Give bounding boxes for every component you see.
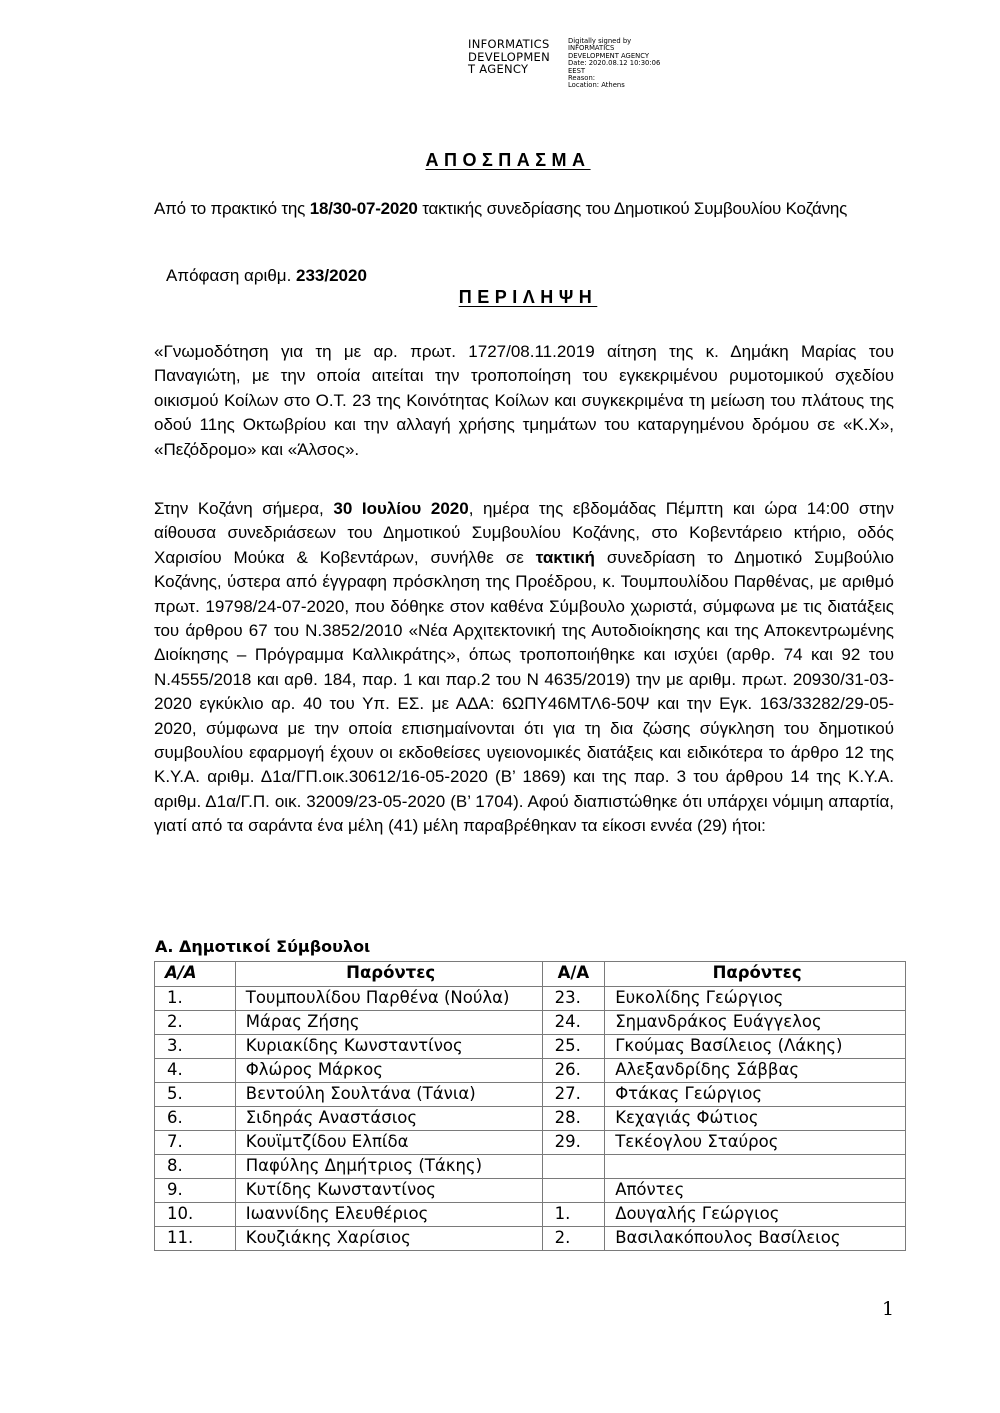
member-name: Κυτίδης Κωνσταντίνος [235, 1179, 542, 1203]
member-name: Κουζιάκης Χαρίσιος [235, 1227, 542, 1251]
body-part-1: Στην Κοζάνη σήμερα, [154, 499, 334, 518]
member-number: 11. [155, 1227, 236, 1251]
member-number: 25. [542, 1035, 605, 1059]
member-name: Κουϊμτζίδου Ελπίδα [235, 1131, 542, 1155]
table-header-row [155, 962, 906, 987]
table-row [155, 1035, 906, 1059]
intro-prefix: Από το πρακτικό της [154, 199, 310, 218]
absent-members-heading: Απόντες [605, 1179, 906, 1203]
table-row [155, 1083, 906, 1107]
member-number: 2. [155, 1011, 236, 1035]
member-number: 10. [155, 1203, 236, 1227]
decision-number: 233/2020 [296, 266, 367, 285]
member-number: 7. [155, 1131, 236, 1155]
column-header-number: Α/Α [155, 962, 236, 987]
signature-organization [468, 38, 566, 76]
member-number: 6. [155, 1107, 236, 1131]
signature-detail-line: Digitally signed by [568, 37, 632, 45]
table-row [155, 1155, 906, 1179]
member-name: Γκούμας Βασίλειος (Λάκης) [605, 1035, 906, 1059]
table-row [155, 1131, 906, 1155]
member-name: Τουμπουλίδου Παρθένα (Νούλα) [235, 987, 542, 1011]
signature-org-line: DEVELOPMEN [468, 49, 551, 64]
member-name: Δουγαλής Γεώργιος [605, 1203, 906, 1227]
member-name: Κυριακίδης Κωνσταντίνος [235, 1035, 542, 1059]
member-number: 23. [542, 987, 605, 1011]
page-number: 1 [882, 1298, 895, 1320]
intro-paragraph [154, 197, 894, 221]
member-number: 27. [542, 1083, 605, 1107]
session-type: τακτική [535, 547, 595, 567]
member-number: 26. [542, 1059, 605, 1083]
intro-suffix: τακτικής συνεδρίασης του Δημοτικού Συμβουλίου Κοζάνης [417, 199, 848, 218]
member-number: 2. [542, 1227, 605, 1251]
member-number: 28. [542, 1107, 605, 1131]
table-row [155, 987, 906, 1011]
member-name: Κεχαγιάς Φώτιος [605, 1107, 906, 1131]
member-number: 9. [155, 1179, 236, 1203]
signature-org-line: INFORMATICS [468, 37, 550, 51]
column-header-number: Α/Α [542, 962, 605, 987]
member-name: Αλεξανδρίδης Σάββας [605, 1059, 906, 1083]
member-name: Ιωαννίδης Ελευθέριος [235, 1203, 542, 1227]
signature-detail-line: INFORMATICS [568, 44, 615, 53]
member-name: Τεκέογλου Σταύρος [605, 1131, 906, 1155]
member-name: Βασιλακόπουλος Βασίλειος [605, 1227, 906, 1251]
decision-label: Απόφαση αριθμ. [166, 266, 297, 285]
member-name: Μάρας Ζήσης [235, 1011, 542, 1035]
member-name: Σημανδράκος Ευάγγελος [605, 1011, 906, 1035]
member-number [542, 1179, 605, 1203]
member-number: 29. [542, 1131, 605, 1155]
signature-detail-line: DEVELOPMENT AGENCY [568, 51, 649, 60]
table-row [155, 1179, 906, 1203]
member-number [542, 1155, 605, 1179]
signature-detail-line: Reason: [568, 74, 596, 83]
attendance-table [154, 961, 906, 1251]
member-name: Φτάκας Γεώργιος [605, 1083, 906, 1107]
section-title-council-members: Α. Δημοτικοί Σύμβουλοι [155, 937, 371, 956]
summary-title: ΠΕΡΙΛΗΨΗ [458, 287, 598, 307]
session-reference: 18/30-07-2020 [309, 199, 418, 218]
member-name: Σιδηράς Αναστάσιος [235, 1107, 542, 1131]
body-part-2: , ημέρα της εβδομάδας Πέμπτη και ώρα 14:00 στην αίθουσα συνεδριάσεων του Δημοτικού Συμβουλίου Κοζάνης, στο Κοβεντάρειο κτήριο, οδός Χαρισίου Μούκα & Κοβεντάρων, συνήλθε σε [154, 499, 894, 567]
member-number: 1. [542, 1203, 605, 1227]
signature-detail-line: Date: 2020.08.12 10:30:06 [568, 59, 661, 68]
member-name: Παφύλης Δημήτριος (Τάκης) [235, 1155, 542, 1179]
member-name: Βεντούλη Σουλτάνα (Τάνια) [235, 1083, 542, 1107]
table-row [155, 1059, 906, 1083]
member-name: Φλώρος Μάρκος [235, 1059, 542, 1083]
signature-details [568, 38, 660, 90]
table-row [155, 1227, 906, 1251]
column-header-present: Παρόντες [605, 962, 906, 987]
member-number: 5. [155, 1083, 236, 1107]
table-row [155, 1011, 906, 1035]
member-name [605, 1155, 906, 1179]
session-body-paragraph [154, 497, 894, 839]
column-header-present: Παρόντες [235, 962, 542, 987]
signature-detail-line: Location: Athens [568, 81, 625, 90]
digital-signature-block [468, 38, 660, 90]
summary-paragraph: «Γνωμοδότηση για τη με αρ. πρωτ. 1727/08.11.2019 αίτηση της κ. Δημάκη Μαρίας του Παναγιώτη, με την οποία αιτείται την τροποποίηση του εγκεκριμένου ρυμοτομικού σχεδίου οικισμού Κοίλων στο Ο.Τ. 23 της Κοινότητας Κοίλων και συγκεκριμένα τη μείωση του πλάτους της οδού 11ης Οκτωβρίου και την αλλαγή χρήσης τμημάτων του καταργημένου δρόμου σε «Κ.Χ», «Πεζόδρομο» και «Άλσος». [154, 342, 894, 459]
table-row [155, 1203, 906, 1227]
member-number: 4. [155, 1059, 236, 1083]
member-number: 8. [155, 1155, 236, 1179]
table-row [155, 1107, 906, 1131]
session-date: 30 Ιουλίου 2020 [333, 499, 469, 518]
document-title: ΑΠΟΣΠΑΣΜΑ [425, 150, 591, 170]
decision-number-line [166, 266, 367, 286]
member-number: 1. [155, 987, 236, 1011]
body-part-3: συνεδρίαση το Δημοτικό Συμβούλιο Κοζάνης, ύστερα από έγγραφη πρόσκληση της Προέδρου, κ. Τουμπουλίδου Παρθένας, με αριθμό πρωτ. 19798/24-07-2020, που δόθηκε στον καθένα Σύμβουλο χωριστά, σύμφωνα με τις διατάξεις του άρθρου 67 του Ν.3852/2010 «Νέα Αρχιτεκτονική της Αυτοδιοίκησης και της Αποκεντρωμένης Διοίκησης – Πρόγραμμα Καλλικράτης», όπως τροποποιήθηκε και ισχύει (αρθρ. 74 και 92 του Ν.4555/2018 και αρθ. 184, παρ. 1 και παρ.2 του Ν 4635/2019) την με αριθμ. πρωτ. 20930/31-03-2020 εγκύκλιο αρ. 40 του Υπ. ΕΣ. με ΑΔΑ: 6ΩΠΥ46ΜΤΛ6-50Ψ και την Εγκ. 163/33282/29-05-2020, σύμφωνα με την οποία επισημαίνονται ότι για τη δια ζώσης σύγκληση του δημοτικού συμβουλίου εφαρμογή έχουν οι εκδοθείσες υγειονομικές διατάξεις και ειδικότερα το άρθρο 12 της Κ.Υ.Α. αριθμ. Δ1α/ΓΠ.οικ.30612/16-05-2020 (Β’ 1869) και της παρ. 3 του άρθρου 14 της Κ.Υ.Α. αριθμ. Δ1α/Γ.Π. οικ. 32009/23-05-2020 (Β’ 1704). Αφού διαπιστώθηκε ότι υπάρχει νόμιμη απαρτία, γιατί από τα σαράντα ένα μέλη (41) μέλη παραβρέθηκαν τα είκοσι εννέα (29) ήτοι: [154, 547, 895, 836]
member-number: 24. [542, 1011, 605, 1035]
member-number: 3. [155, 1035, 236, 1059]
member-name: Ευκολίδης Γεώργιος [605, 987, 906, 1011]
signature-detail-line: EEST [568, 66, 586, 75]
signature-org-line: T AGENCY [468, 62, 529, 76]
